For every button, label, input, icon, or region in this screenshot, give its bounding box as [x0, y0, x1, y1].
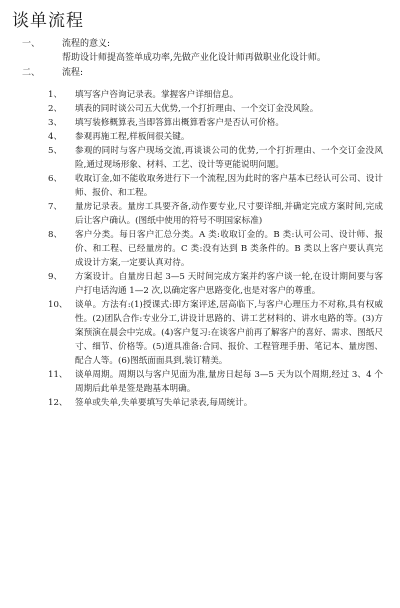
list-item [0, 396, 400, 410]
item-number: 3、 [48, 118, 63, 128]
list-item [0, 228, 400, 270]
item-number: 4、 [48, 132, 63, 142]
section-number: 一、 [22, 39, 41, 49]
item-number: 1、 [48, 90, 63, 100]
item-text: 参观的同时与客户现场交流,再谈谈公司的优势,一个打折理由、一个交订金没风险,通过现场形象、材料、工艺、设计等更能说明问题。 [75, 146, 383, 170]
item-number: 2、 [48, 104, 63, 114]
page-title: 谈单流程 [12, 11, 84, 31]
item-number: 6、 [48, 174, 63, 184]
item-text: 参观再施工程,样板间很关键。 [75, 132, 190, 142]
item-number: 7、 [48, 202, 63, 212]
item-text: 谈单。方法有:(1)授课式:即方案评述,居高临下,与客户心理压力不对称,具有权威性。(2)团队合作:专业分工,讲设计思路的、讲工艺材料的、讲水电路的等。(3)方案预演在晨会中完成。(4)客户复习:在谈客户前再了解客户的喜好、需求、图纸尺寸、细节、价格等。(5)道具准备:合同、报价、工程管理手册、笔记本、量房图、配合人等。(6)图纸面面具到,装订精美。 [75, 300, 383, 366]
item-number: 5、 [48, 146, 63, 156]
item-text: 客户分类。每日客户汇总分类。A 类:收取订金的。B 类:认可公司、设计师、报价、和工程、已经量房的。C 类:没有达到 B 类条件的。B 类以上客户要认真完成设计方案,一定要认真对待。 [75, 230, 383, 268]
list-item [0, 200, 400, 228]
intro-paragraph: 帮助设计师提高签单成功率,先做产业化设计师再做职业化设计师。 [62, 53, 326, 63]
process-list [0, 88, 400, 410]
item-number: 10、 [48, 300, 68, 310]
item-number: 12、 [48, 398, 68, 408]
item-text: 填写装修概算表,当即答算出概算看客户是否认可价格。 [75, 118, 284, 128]
list-item [0, 102, 400, 116]
item-text: 谈单周期。周期以与客户见面为准,量房日起每 3—5 天为以个周期,经过 3、4 个周期后此单是签是跑基本明确。 [75, 370, 383, 394]
list-item [0, 368, 400, 396]
item-text: 填写客户咨询记录表。掌握客户详细信息。 [75, 90, 239, 100]
list-item [0, 116, 400, 130]
item-text: 量房记录表。量房工具要齐备,动作要专业,尺寸要详细,并确定完成方案时间,完成后让客户确认。(图纸中使用的符号不明国家标准) [75, 202, 383, 226]
section-heading: 流程的意义: [62, 39, 111, 49]
item-text: 签单或失单,失单要填写失单记录表,每周统计。 [75, 398, 253, 408]
section-number: 二、 [22, 68, 41, 78]
list-item [0, 298, 400, 368]
item-text: 方案设计。自量房日起 3—5 天时间完成方案并约客户谈一轮,在设计期间要与客户打电话沟通 1—2 次,以确定客户思路变化,也是对客户的尊重。 [75, 272, 383, 296]
item-number: 8、 [48, 230, 63, 240]
list-item [0, 88, 400, 102]
item-text: 填表的同时谈公司五大优势,一个打折理由、一个交订金没风险。 [75, 104, 319, 114]
list-item [0, 172, 400, 200]
section-heading: 流程: [62, 68, 84, 78]
item-number: 11、 [48, 370, 68, 380]
item-number: 9、 [48, 272, 63, 282]
list-item [0, 270, 400, 298]
item-text: 收取订金,如不能收取务进行下一个流程,因为此时的客户基本已经认可公司、设计师、报价、和工程。 [75, 174, 383, 198]
list-item [0, 144, 400, 172]
list-item [0, 130, 400, 144]
